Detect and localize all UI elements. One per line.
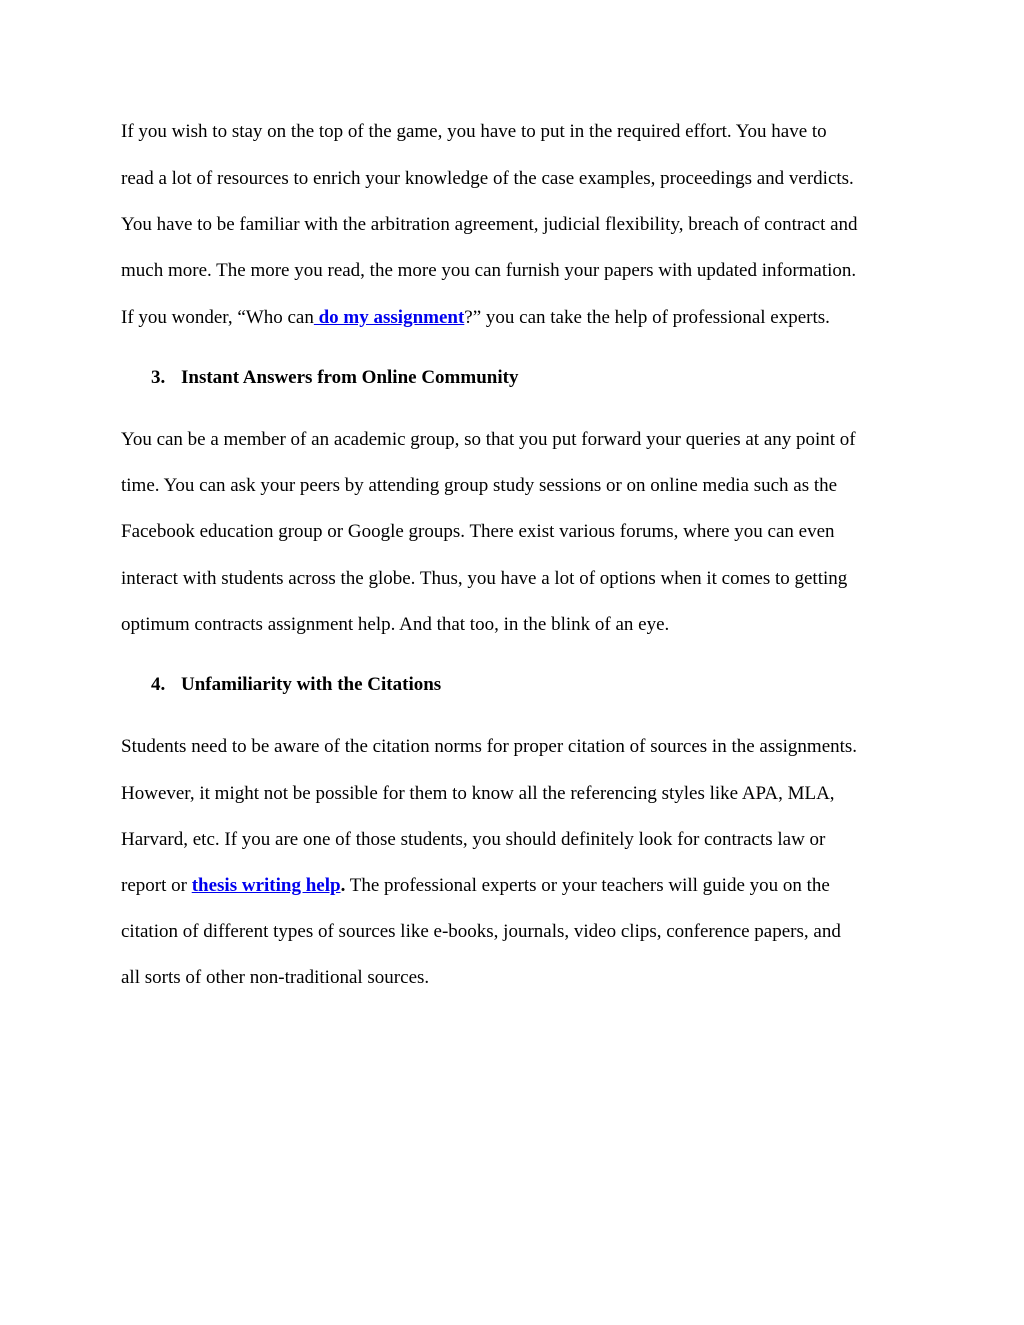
heading-title: Instant Answers from Online Community [181,367,519,388]
paragraph-line: citation of different types of sources like e-books, journals, video clips, conference papers, and [121,921,841,942]
paragraph-line: interact with students across the globe. Thus, you have a lot of options when it comes to getting [121,568,848,589]
text-run: The professional experts or your teachers will guide you on the [345,875,830,896]
paragraph-line: Facebook education group or Google groups. There exist various forums, where you can even [121,521,835,542]
paragraph-line [121,306,830,330]
section-heading-4 [151,673,441,697]
section-heading-3 [151,366,518,390]
text-run: . [340,875,346,896]
paragraph-line: time. You can ask your peers by attending group study sessions or on online media such as the [121,475,838,496]
paragraph-line: Students need to be aware of the citation norms for proper citation of sources in the assignments. [121,736,858,757]
paragraph-line: all sorts of other non-traditional sources. [121,967,430,988]
paragraph-line: much more. The more you read, the more you can furnish your papers with updated information. [121,260,857,281]
paragraph-line: optimum contracts assignment help. And that too, in the blink of an eye. [121,614,670,635]
paragraph-line: You can be a member of an academic group, so that you put forward your queries at any point of [121,429,856,450]
text-run: ?” you can take the help of professional experts. [464,307,830,328]
paragraph-line [121,874,830,898]
do-my-assignment-link[interactable]: do my assignment [313,307,465,328]
paragraph-line: If you wish to stay on the top of the game, you have to put in the required effort. You have to [121,121,827,142]
text-run: If you wonder, “Who can [121,307,314,328]
heading-number: 3. [151,367,166,388]
paragraph-line: However, it might not be possible for them to know all the referencing styles like APA, MLA, [121,783,835,804]
paragraph-line: Harvard, etc. If you are one of those students, you should definitely look for contracts law or [121,829,826,850]
heading-title: Unfamiliarity with the Citations [181,674,442,695]
thesis-writing-help-link[interactable]: thesis writing help [191,875,341,896]
text-run: report or [121,875,192,896]
heading-number: 4. [151,674,166,695]
paragraph-line: read a lot of resources to enrich your knowledge of the case examples, proceedings and verdicts. [121,168,854,189]
paragraph-line: You have to be familiar with the arbitration agreement, judicial flexibility, breach of contract and [121,214,858,235]
